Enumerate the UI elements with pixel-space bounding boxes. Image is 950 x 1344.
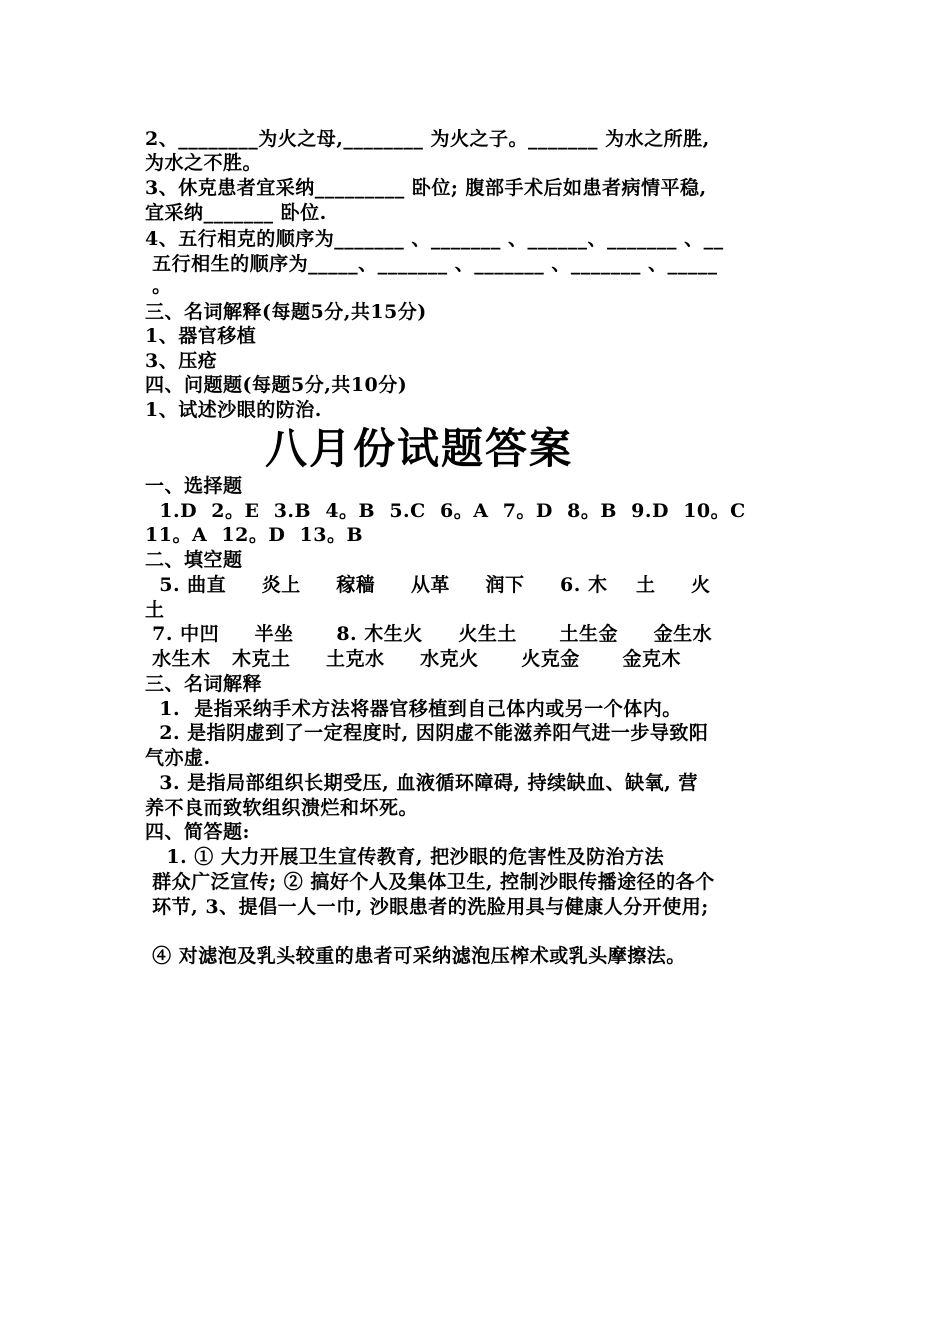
term-answer-1: 1. 是指采纳手术方法将器官移植到自己体内或另一个体内。 [145,698,682,720]
question-2-line-1: 2、________为火之母,________ 为火之子。_______ 为水之所胜, [145,128,710,150]
question-3-line-1: 3、休克患者宜采纳_________ 卧位; 腹部手术后如患者病情平稳, [145,177,707,199]
choice-answers-line-2: 11。A 12。D 13。B [145,524,364,546]
fill-answers-line-3: 7. 中凹 半坐 8. 木生火 火生土 土生金 金生水 [145,623,713,645]
question-3-line-2: 宜采纳_______ 卧位. [145,202,327,224]
choice-answers-line-1: 1.D 2。E 3.B 4。B 5.C 6。A 7。D 8。B 9.D 10。C [145,500,746,522]
section-3-heading: 三、名词解释(每题5分,共15分) [145,301,427,323]
short-answer-line-3: 环节, 3、提倡一人一巾, 沙眼患者的洗脸用具与健康人分开使用; [145,896,709,918]
term-answer-2-line-2: 气亦虚. [145,747,211,769]
fill-heading: 二、填空题 [145,549,243,571]
short-answer-line-1: 1. ① 大力开展卫生宣传教育, 把沙眼的危害性及防治方法 [145,846,665,868]
choice-heading: 一、选择题 [145,475,243,497]
short-answer-heading: 四、简答题: [145,821,251,843]
question-4-line-2: 五行相生的顺序为_____、_______ 、_______ 、_______ 、_____ [145,253,718,275]
fill-answers-line-1: 5. 曲直 炎上 稼穑 从革 润下 6. 木 土 火 [145,574,711,596]
question-4-line-3: 。 [145,275,172,297]
question-4-line-1: 4、五行相克的顺序为_______ 、_______ 、______、_______ 、__ [145,228,724,250]
answers-title: 八月份试题答案 [265,424,574,473]
section-4-heading: 四、问题题(每题5分,共10分) [145,374,408,396]
fill-answers-line-2: 土 [145,599,165,621]
short-answer-line-4: ④ 对滤泡及乳头较重的患者可采纳滤泡压榨术或乳头摩擦法。 [145,945,686,967]
term-answer-3-line-2: 养不良而致软组织溃烂和坏死。 [145,797,419,819]
short-answer-line-2: 群众广泛宣传; ② 搞好个人及集体卫生, 控制沙眼传播途径的各个 [145,871,715,893]
fill-answers-line-4: 水生木 木克土 土克水 水克火 火克金 金克木 [145,648,681,670]
section-3-item-1: 1、器官移植 [145,325,257,347]
section-3-item-3: 3、压疮 [145,350,218,372]
section-4-item-1: 1、试述沙眼的防治. [145,399,322,421]
term-answer-3-line-1: 3. 是指局部组织长期受压, 血液循环障碍, 持续缺血、缺氧, 营 [145,772,698,794]
question-2-line-2: 为水之不胜。 [145,152,263,174]
term-answer-2-line-1: 2. 是指阴虚到了一定程度时, 因阴虚不能滋养阳气进一步导致阳 [145,722,709,744]
term-heading: 三、名词解释 [145,673,263,695]
